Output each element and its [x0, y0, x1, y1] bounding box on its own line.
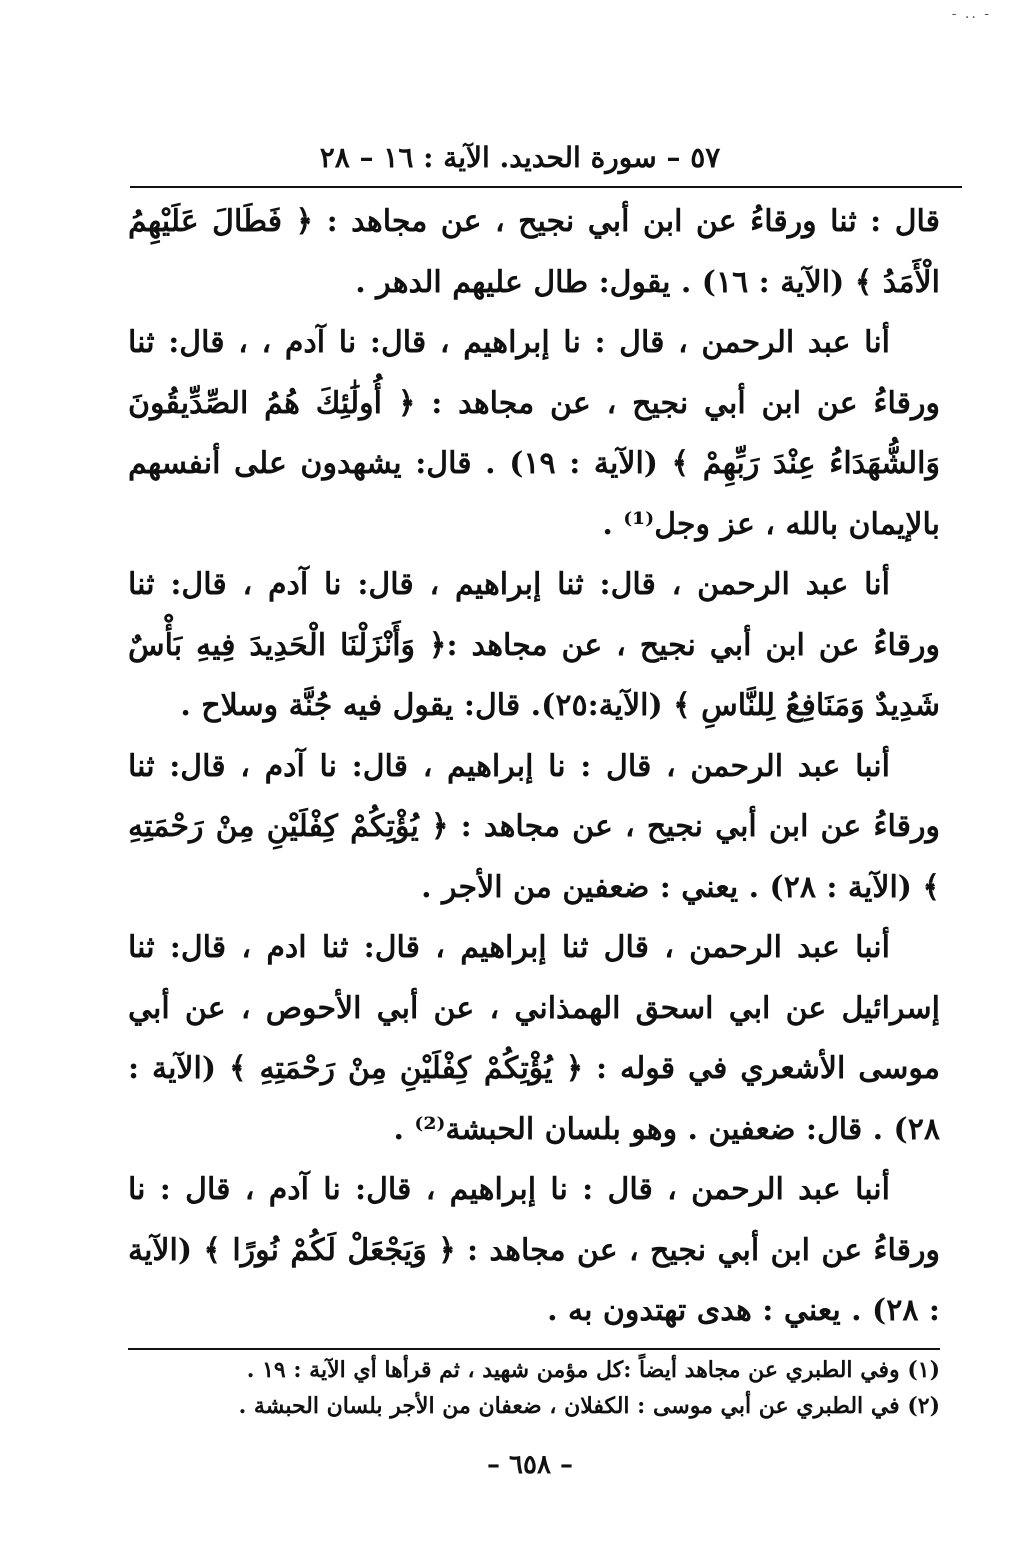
paragraph-6: أنبا عبد الرحمن ، قال : نا إبراهيم ، قال: نا آدم ، قال : نا ورقاءُ عن ابن أبي نجيح ، عن مجاهد : ﴿ وَيَجْعَلْ لَكُمْ نُورًا ﴾ (الآية : ٢٨) . يعني : هدى تهتدون به .: [128, 1172, 940, 1328]
body-text: [128, 192, 940, 1342]
paragraph-1: قال : ثنا ورقاءُ عن ابن أبي نجيح ، عن مجاهد : ﴿ فَطَالَ عَلَيْهِمُ الْأَمَدُ ﴾ (الآية : ١٦) . يقول: طال عليهم الدهر .: [128, 204, 940, 300]
corner-mark: - .. -: [951, 6, 991, 22]
paragraph-3: أنا عبد الرحمن ، قال: ثنا إبراهيم ، قال: نا آدم ، قال: ثنا ورقاءُ عن ابن أبي نجيح ، عن مجاهد :﴿ وَأَنْزَلْنَا الْحَدِيدَ فِيهِ بَأْسٌ شَدِيدٌ وَمَنَافِعُ لِلنَّاسِ ﴾ (الآية:٢٥). قال: يقول فيه جُنَّة وسلاح .: [128, 567, 940, 723]
running-header: ٥٧ – سورة الحديد. الآية : ١٦ – ٢٨: [319, 141, 721, 174]
paragraph-2: أنا عبد الرحمن ، قال : نا إبراهيم ، قال: نا آدم ، ، قال: ثنا ورقاءُ عن ابن أبي نجيح ، عن مجاهد : ﴿ أُولَٰئِكَ هُمُ الصِّدِّيقُونَ وَالشُّهَدَاءُ عِنْدَ رَبِّهِمْ ﴾ (الآية : ١٩) . قال: يشهدون على أنفسهم بالإيمان بالله ، عز وجل⁽¹⁾ .: [128, 325, 940, 542]
footnotes: [128, 1352, 940, 1424]
paragraph-5: أنبا عبد الرحمن ، قال ثنا إبراهيم ، قال: ثنا ادم ، قال: ثنا إسرائيل عن ابي اسحق الهمذاني ، عن أبي الأحوص ، عن أبي موسى الأشعري في قوله : ﴿ يُؤْتِكُمْ كِفْلَيْنِ مِنْ رَحْمَتِهِ ﴾ (الآية : ٢٨) . قال: ضعفين . وهو بلسان الحبشة⁽²⁾ .: [128, 930, 940, 1147]
footnote-1: (١) وفي الطبري عن مجاهد أيضاً :كل مؤمن شهيد ، ثم قرأها أي الآية : ١٩ .: [246, 1357, 940, 1383]
paragraph-4: أنبا عبد الرحمن ، قال : نا إبراهيم ، قال: نا آدم ، قال: ثنا ورقاءُ عن ابن أبي نجيح ، عن مجاهد : ﴿ يُؤْتِكُمْ كِفْلَيْنِ مِنْ رَحْمَتِهِ ﴾ (الآية : ٢٨) . يعني : ضعفين من الأجر .: [128, 748, 940, 905]
footnote-rule: [128, 1348, 940, 1350]
page-number: – ٦٥٨ –: [486, 1450, 574, 1480]
header-rule: [130, 186, 962, 188]
footnote-2: (٢) في الطبري عن أبي موسى : الكفلان ، ضعفان من الأجر بلسان الحبشة .: [238, 1393, 940, 1419]
